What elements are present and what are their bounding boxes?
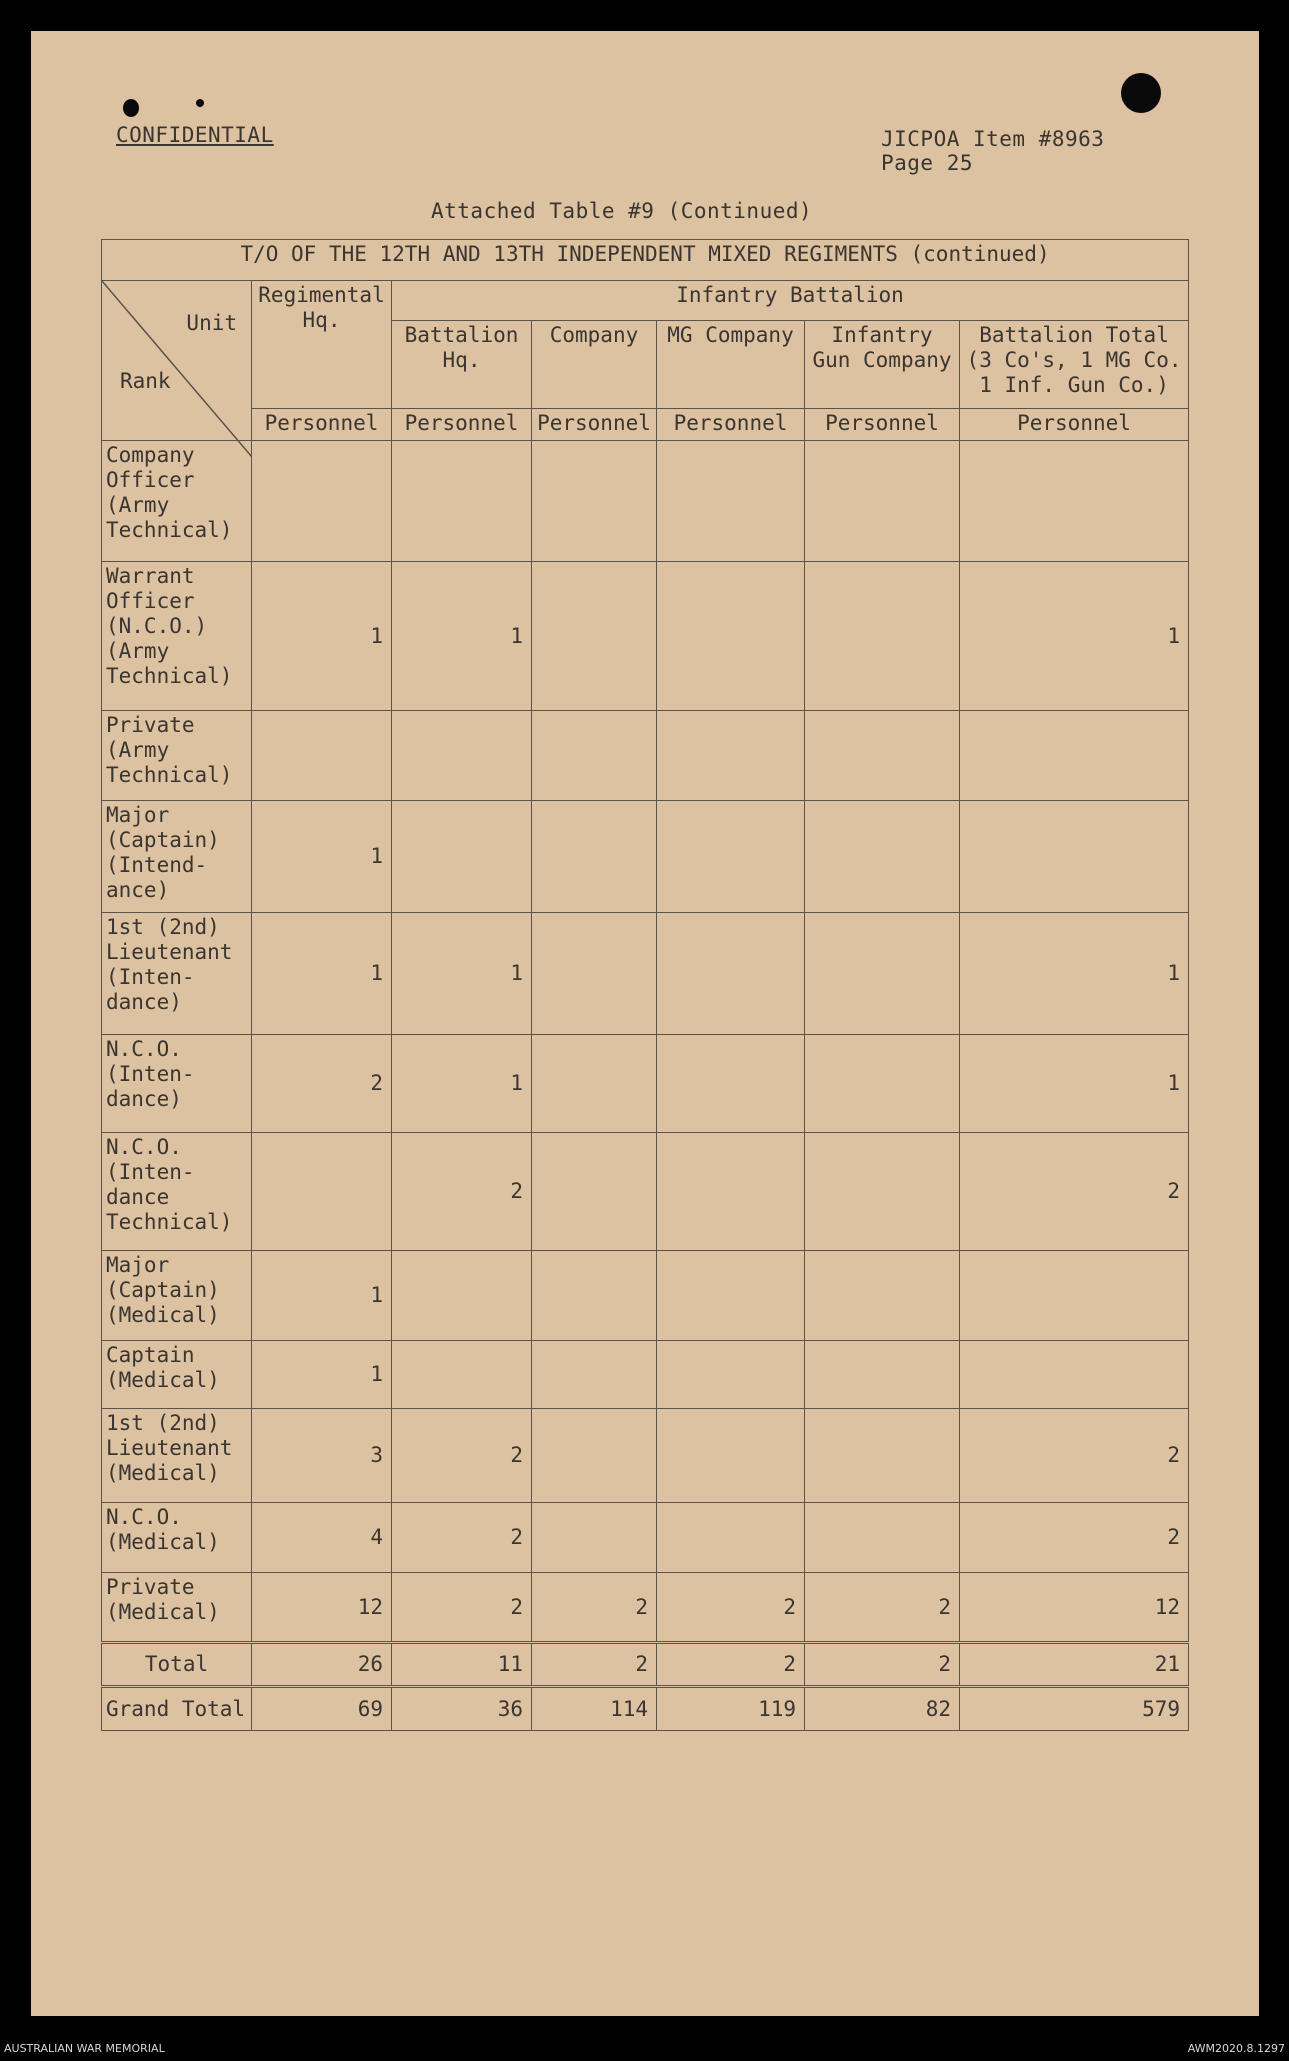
table-row [102,913,1189,1035]
value-cell [657,441,805,562]
table-row [102,1503,1189,1573]
value-cell: 1 [960,562,1189,711]
value-cell [805,562,960,711]
value-cell: 2 [532,1643,657,1687]
value-cell [960,1341,1189,1409]
value-cell [805,441,960,562]
table-row [102,1409,1189,1503]
value-cell: 1 [252,1341,392,1409]
table-row [102,441,1189,562]
value-cell: 4 [252,1503,392,1573]
value-cell: 2 [392,1503,532,1573]
col-company: Company [532,321,657,409]
table-row [102,1573,1189,1643]
personnel-label: Personnel [252,409,392,441]
value-cell: 69 [252,1687,392,1731]
value-cell [532,1133,657,1251]
value-cell: 1 [252,562,392,711]
value-cell: 1 [392,913,532,1035]
personnel-label: Personnel [960,409,1189,441]
value-cell: 2 [392,1573,532,1643]
value-cell: 2 [532,1573,657,1643]
value-cell: 2 [805,1643,960,1687]
value-cell [805,1035,960,1133]
value-cell: 114 [532,1687,657,1731]
value-cell [657,1035,805,1133]
punch-mark [196,99,204,107]
value-cell: 1 [960,1035,1189,1133]
value-cell [657,711,805,801]
col-infantry-gun-company: Infantry Gun Company [805,321,960,409]
personnel-label: Personnel [392,409,532,441]
value-cell: 1 [392,562,532,711]
value-cell: 2 [805,1573,960,1643]
value-cell [532,801,657,913]
value-cell: 1 [392,1035,532,1133]
value-cell [805,1341,960,1409]
value-cell [805,801,960,913]
value-cell [960,801,1189,913]
col-battalion-total: Battalion Total (3 Co's, 1 MG Co. 1 Inf. Gun Co.) [960,321,1189,409]
document-page [31,31,1259,2016]
footer-right: AWM2020.8.1297 [1187,2042,1285,2055]
value-cell [392,711,532,801]
rank-cell: Major (Captain) (Medical) [102,1251,252,1341]
table-row [102,1035,1189,1133]
grand-total-row [102,1687,1189,1731]
value-cell [532,562,657,711]
rank-cell: N.C.O. (Inten- dance Technical) [102,1133,252,1251]
rank-cell: Company Officer (Army Technical) [102,441,252,562]
personnel-label: Personnel [805,409,960,441]
value-cell [960,711,1189,801]
total-row [102,1643,1189,1687]
value-cell [252,711,392,801]
value-cell [392,1251,532,1341]
value-cell [805,1133,960,1251]
value-cell [960,441,1189,562]
value-cell: 12 [252,1573,392,1643]
value-cell [805,913,960,1035]
rank-cell: Major (Captain) (Intend- ance) [102,801,252,913]
value-cell [252,441,392,562]
value-cell [657,562,805,711]
col-mg-company: MG Company [657,321,805,409]
value-cell: 119 [657,1687,805,1731]
value-cell: 1 [960,913,1189,1035]
value-cell [252,1133,392,1251]
punch-mark [123,99,139,117]
value-cell [805,711,960,801]
value-cell: 2 [392,1409,532,1503]
page-number: Page 25 [881,151,974,175]
value-cell: 579 [960,1687,1189,1731]
rank-cell: Private (Army Technical) [102,711,252,801]
value-cell: 1 [252,801,392,913]
value-cell [532,1251,657,1341]
rank-cell: Total [102,1643,252,1687]
rank-cell: Warrant Officer (N.C.O.) (Army Technical) [102,562,252,711]
value-cell: 2 [392,1133,532,1251]
table-row [102,562,1189,711]
unit-label: Unit [186,311,237,335]
rank-cell: Grand Total [102,1687,252,1731]
value-cell [392,441,532,562]
classification-label: CONFIDENTIAL [116,123,274,147]
rank-cell: Captain (Medical) [102,1341,252,1409]
value-cell: 2 [657,1643,805,1687]
rank-cell: Private (Medical) [102,1573,252,1643]
value-cell [532,1503,657,1573]
value-cell [532,1341,657,1409]
value-cell [392,801,532,913]
value-cell: 11 [392,1643,532,1687]
value-cell [805,1409,960,1503]
value-cell [532,1035,657,1133]
value-cell: 36 [392,1687,532,1731]
value-cell [532,913,657,1035]
value-cell: 1 [252,913,392,1035]
value-cell: 21 [960,1643,1189,1687]
item-number: JICPOA Item #8963 [881,127,1105,151]
table-row [102,1133,1189,1251]
value-cell [532,711,657,801]
table-title: T/O OF THE 12TH AND 13TH INDEPENDENT MIXED REGIMENTS (continued) [102,240,1189,281]
rank-cell: N.C.O. (Medical) [102,1503,252,1573]
value-cell: 82 [805,1687,960,1731]
regimental-hq-header: Regimental Hq. [252,281,392,409]
table-row [102,1341,1189,1409]
rank-cell: N.C.O. (Inten- dance) [102,1035,252,1133]
rank-label: Rank [120,369,171,393]
table-row [102,711,1189,801]
footer-left: AUSTRALIAN WAR MEMORIAL [4,2042,165,2055]
value-cell [960,1251,1189,1341]
value-cell [805,1251,960,1341]
infantry-battalion-header: Infantry Battalion [392,281,1189,321]
punch-hole [1121,73,1161,113]
table-caption: Attached Table #9 (Continued) [431,199,813,223]
value-cell: 2 [960,1503,1189,1573]
corner-header [102,281,252,441]
value-cell [657,1503,805,1573]
rank-cell: 1st (2nd) Lieutenant (Inten- dance) [102,913,252,1035]
value-cell [657,1251,805,1341]
value-cell [657,1133,805,1251]
value-cell: 2 [252,1035,392,1133]
value-cell [392,1341,532,1409]
value-cell: 2 [960,1133,1189,1251]
value-cell: 26 [252,1643,392,1687]
value-cell: 2 [960,1409,1189,1503]
value-cell [657,801,805,913]
value-cell: 2 [657,1573,805,1643]
value-cell [805,1503,960,1573]
value-cell: 12 [960,1573,1189,1643]
value-cell [532,1409,657,1503]
personnel-label: Personnel [532,409,657,441]
value-cell [657,1341,805,1409]
rank-cell: 1st (2nd) Lieutenant (Medical) [102,1409,252,1503]
personnel-label: Personnel [657,409,805,441]
col-battalion-hq: Battalion Hq. [392,321,532,409]
organization-table [101,239,1189,1731]
table-row [102,801,1189,913]
value-cell [657,1409,805,1503]
value-cell [657,913,805,1035]
value-cell: 1 [252,1251,392,1341]
value-cell: 3 [252,1409,392,1503]
value-cell [532,441,657,562]
table-row [102,1251,1189,1341]
